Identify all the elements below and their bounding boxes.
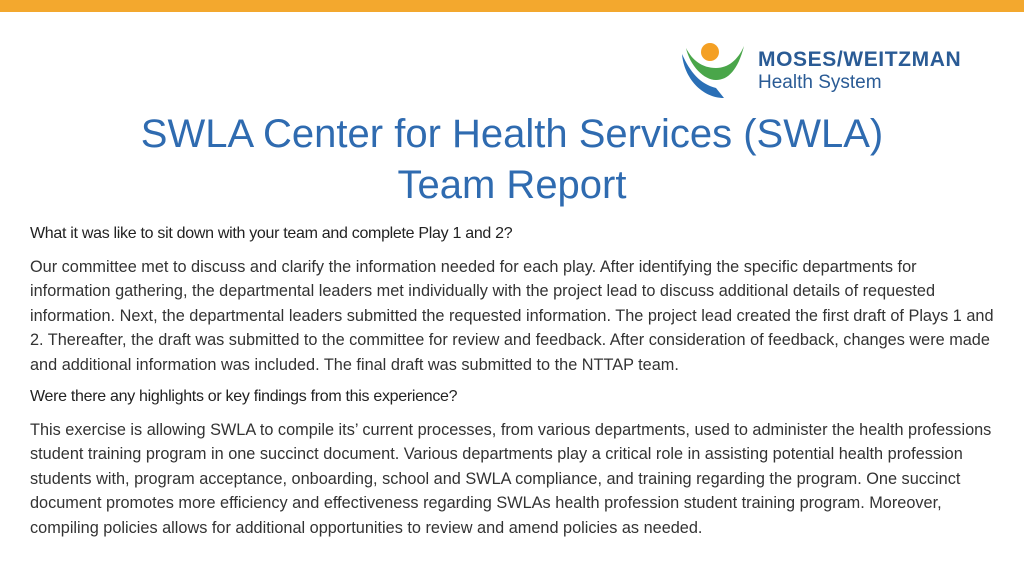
logo-text bbox=[758, 48, 961, 94]
page-title: SWLA Center for Health Services (SWLA) bbox=[140, 112, 884, 156]
page-subtitle: Team Report bbox=[397, 163, 627, 207]
report-body bbox=[30, 222, 1000, 548]
question-heading: Were there any highlights or key findings from this experience? bbox=[30, 388, 458, 405]
question-heading: What it was like to sit down with your team and complete Play 1 and 2? bbox=[30, 225, 513, 242]
moses-weitzman-logo bbox=[680, 40, 1000, 102]
answer-paragraph: This exercise is allowing SWLA to compile its’ current processes, from various departments, used to administer the health professions student training program in one succinct document. Various departments play a critical role in assisting potential health profession students with, program acceptance, onboarding, school and SWLA compliance, and training regarding the program. One succinct document promotes more efficiency and effectiveness regarding SWLAs health profession student training program. Moreover, compiling policies allows for additional opportunities to review and amend policies as needed. bbox=[30, 420, 992, 537]
answer-paragraph: Our committee met to discuss and clarify the information needed for each play. After identifying the specific departments for information gathering, the departmental leaders met individually with the project lead to discuss additional details of requested information. Next, the departmental leaders submitted the requested information. The project lead created the first draft of Plays 1 and 2. Thereafter, the draft was submitted to the committee for review and feedback. After consideration of feedback, changes were made and additional information was included. The final draft was submitted to the NTTAP team. bbox=[30, 257, 994, 374]
logo-subtitle: Health System bbox=[758, 72, 882, 93]
top-accent-bar bbox=[0, 0, 1024, 12]
moses-weitzman-logo-icon bbox=[680, 40, 746, 102]
logo-name: MOSES/WEITZMAN bbox=[758, 48, 962, 71]
